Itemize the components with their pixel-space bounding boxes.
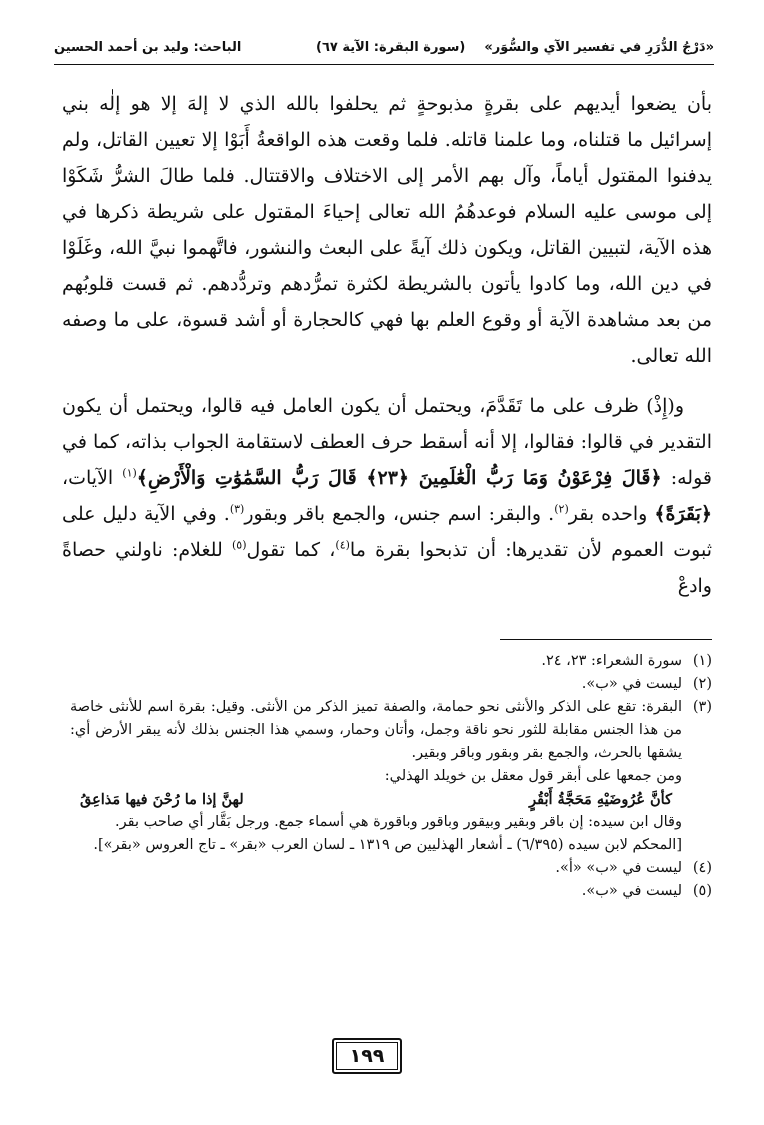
footnote-number: (٤) [692, 860, 712, 876]
footnote-5 [70, 880, 712, 903]
footnote-number: (٣) [692, 699, 712, 715]
footnote-divider [500, 639, 712, 640]
footnote-text: ليست في «ب» «أ». [555, 860, 682, 876]
footnote-ref-1[interactable]: (١) [122, 466, 137, 480]
quran-verse-2: ﴿بَقَرَةً﴾ [654, 503, 712, 525]
paragraph-2-part-1: و(إِذْ) ظرف على ما تَقَدَّمَ، ويحتمل أن يكون العامل فيه قالوا، ويحتمل أن يكون التقدير في قالوا: فقالوا، إلا أنه أسقط حرف العطف لاستقامة الجواب بذاته، كما في قوله: [62, 395, 712, 489]
footnote-ref-5[interactable]: (٥) [231, 538, 247, 552]
paragraph-2-part-7: للغلام: ناولني حصاةً وادعْ [62, 539, 712, 597]
footnote-3-poem [70, 788, 712, 811]
footnote-number: (١) [692, 653, 712, 669]
footnote-3 [70, 696, 712, 765]
footnote-text: سورة الشعراء: ٢٣، ٢٤. [541, 653, 682, 669]
footnote-3-sources: [المحكم لابن سيده (٦/٣٩٥) ـ أشعار الهذليين ص ١٣١٩ ـ لسان العرب «بقر» ـ تاج العروس «بقر»]. [93, 837, 682, 853]
footnote-ref-4[interactable]: (٤) [335, 538, 350, 552]
paragraph-2-part-2: الآيات، [62, 467, 114, 489]
footnote-2 [70, 673, 712, 696]
page-number: ١٩٩ [332, 1038, 402, 1074]
paragraph-2-part-6: ، كما تقول [246, 539, 336, 561]
footnote-ref-2[interactable]: (٢) [554, 502, 569, 516]
poem-hemistich-right: كأنَّ عُرُوضَيْهِ مَحَجَّةُ أَبْقُرٍ [529, 791, 672, 808]
footnote-4 [70, 857, 712, 880]
poem-hemistich-left: لهنَّ إذا ما رُحْنَ فيها مَذاعِقُ [80, 791, 244, 808]
footnote-text: البقرة: تقع على الذكر والأنثى نحو حمامة، والصفة تميز الذكر من الأنثى. وقيل: بقرة اسم للأنثى خاصة من هذا الجنس مقابلة للثور نحو ناقة وجمل، وأتان وحمار، وسمي هذا الجنس بذلك لأنه يبقر الأرض أي: يشقها بالحرث، والجمع بقر وبقور وباقر وبقير. [70, 699, 682, 761]
author-name: الباحث: وليد بن أحمد الحسين [54, 40, 242, 55]
footnotes [70, 650, 712, 903]
footnote-number: (٥) [692, 883, 712, 899]
page-header [54, 36, 714, 62]
main-text [62, 86, 712, 604]
footnote-number: (٢) [692, 676, 712, 692]
paragraph-2-part-5: . وفي الآية دليل على ثبوت العموم لأن تقديرها: أن تذبحوا بقرة ما [62, 503, 712, 561]
paragraph-2 [62, 388, 712, 604]
footnote-text: ليست في «ب». [581, 676, 682, 692]
footnote-text: ليست في «ب». [581, 883, 682, 899]
header-divider [54, 64, 714, 65]
footnote-3-poem-intro: ومن جمعها على أبقر قول معقل بن خويلد الهذلي: [384, 768, 682, 784]
footnote-ref-3[interactable]: (٣) [229, 502, 245, 516]
paragraph-2-part-3: واحده بقر [568, 503, 648, 525]
footnote-3-ibn-sida: وقال ابن سيده: إن باقر وبقير وبيقور وباقور وباقورة هي أسماء جمع. ورجل بَقَّار أي صاحب بقر. [115, 814, 682, 830]
quran-verse-1: ﴿قَالَ فِرْعَوْنُ وَمَا رَبُّ الْعَٰلَمِينَ ﴿٢٣﴾ قَالَ رَبُّ السَّمَٰوَٰتِ وَالْأَرْضِ﴾ [136, 467, 662, 489]
footnote-1 [70, 650, 712, 673]
book-title: «دَرْجُ الدُّرَرِ في تفسير الآي والسُّوَر» [484, 40, 714, 55]
paragraph-2-part-4: . والبقر: اسم جنس، والجمع باقر وبقور [244, 503, 555, 525]
sura-reference: (سورة البقرة: الآية ٦٧) [316, 40, 466, 55]
paragraph-1: بأن يضعوا أيديهم على بقرةٍ مذبوحةٍ ثم يحلفوا بالله الذي لا إلهَ إلا هو إلٰه بني إسرائيل ما قتلناه، وما علمنا قاتله. فلما وقعت هذه الواقعةُ أَبَوْا إلا تعيين القاتل، ولم يدفنوا المقتول أياماً، وآل بهم الأمر إلى الاختلاف والاقتتال. فلما طالَ الشرُّ شَكَوْا إلى موسى عليه السلام فوعدهُمُ الله تعالى إحياءَ المقتول على شريطة ذكرها في هذه الآية، لتبيين القاتل، ويكون ذلك آيةً على البعث والنشور، فاتَّهموا نبيَّ الله، وغَلَوْا في دين الله، وما كادوا يأتون بالشريطة لكثرة تمرُّدهم وتردُّدهم. ثم قست قلوبُهم من بعد مشاهدة الآية أو وقوع العلم بها فهي كالحجارة أو أشد قسوة، على ما وصفه الله تعالى. [62, 93, 712, 367]
